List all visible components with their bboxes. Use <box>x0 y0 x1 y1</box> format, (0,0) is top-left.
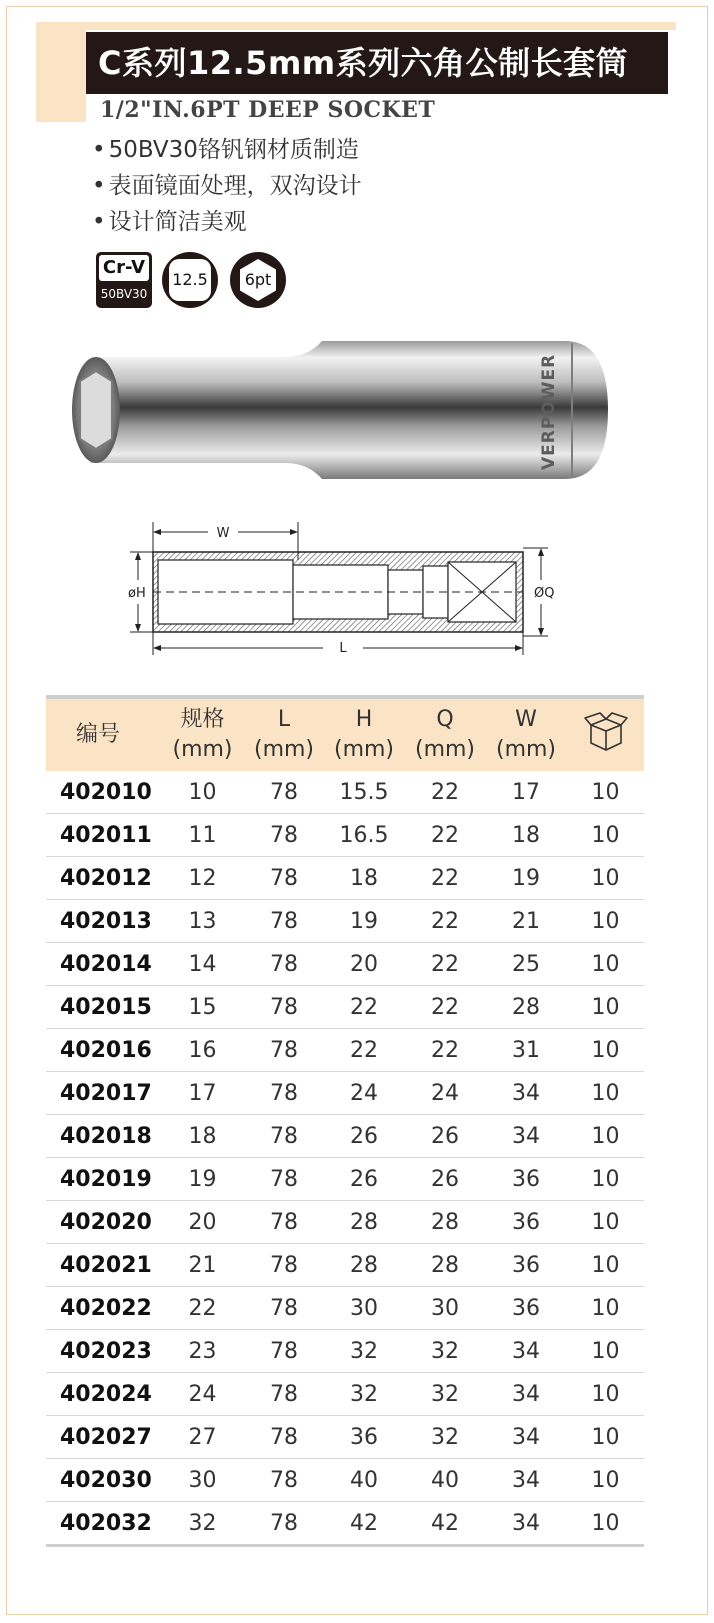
cell-l: 78 <box>245 1072 323 1115</box>
top-accent-bar <box>86 22 676 30</box>
cell-code: 402012 <box>46 857 160 900</box>
table-row <box>46 1072 644 1115</box>
cell-l: 78 <box>245 1502 323 1546</box>
cell-size: 11 <box>160 814 245 857</box>
cell-w: 34 <box>485 1416 567 1459</box>
col-header-code: 编号 <box>46 697 160 771</box>
cell-w: 34 <box>485 1330 567 1373</box>
feature-item: • 表面镜面处理，双沟设计 <box>92 168 362 204</box>
cell-w: 34 <box>485 1502 567 1546</box>
cell-box-qty: 10 <box>567 900 644 943</box>
cell-code: 402023 <box>46 1330 160 1373</box>
cell-l: 78 <box>245 1287 323 1330</box>
cell-code: 402010 <box>46 771 160 814</box>
col-header-q: Q (mm) <box>405 697 485 771</box>
cell-size: 12 <box>160 857 245 900</box>
table-header-row <box>46 697 644 771</box>
table-row <box>46 1502 644 1546</box>
table-row <box>46 1029 644 1072</box>
cell-q: 22 <box>405 771 485 814</box>
drive-size-label: 12.5 <box>169 259 211 301</box>
corner-accent <box>36 22 86 122</box>
cell-q: 26 <box>405 1158 485 1201</box>
cell-q: 24 <box>405 1072 485 1115</box>
cell-h: 19 <box>323 900 405 943</box>
cell-size: 17 <box>160 1072 245 1115</box>
table-row <box>46 900 644 943</box>
dimension-drawing <box>128 520 568 660</box>
cell-code: 402030 <box>46 1459 160 1502</box>
cell-q: 40 <box>405 1459 485 1502</box>
cell-size: 24 <box>160 1373 245 1416</box>
cell-size: 19 <box>160 1158 245 1201</box>
cell-q: 22 <box>405 986 485 1029</box>
cell-l: 78 <box>245 986 323 1029</box>
cell-h: 22 <box>323 1029 405 1072</box>
feature-list <box>92 132 362 240</box>
cell-h: 36 <box>323 1416 405 1459</box>
cell-box-qty: 10 <box>567 1244 644 1287</box>
cell-box-qty: 10 <box>567 771 644 814</box>
cell-code: 402011 <box>46 814 160 857</box>
cell-q: 28 <box>405 1201 485 1244</box>
table-row <box>46 814 644 857</box>
cell-size: 14 <box>160 943 245 986</box>
cell-box-qty: 10 <box>567 943 644 986</box>
cell-size: 10 <box>160 771 245 814</box>
col-header-box <box>567 697 644 771</box>
cell-code: 402016 <box>46 1029 160 1072</box>
cell-l: 78 <box>245 1373 323 1416</box>
cell-q: 32 <box>405 1330 485 1373</box>
feature-item: • 50BV30铬钒钢材质制造 <box>92 132 362 168</box>
cell-box-qty: 10 <box>567 1029 644 1072</box>
cell-h: 20 <box>323 943 405 986</box>
cell-code: 402015 <box>46 986 160 1029</box>
cell-size: 23 <box>160 1330 245 1373</box>
table-row <box>46 986 644 1029</box>
cell-box-qty: 10 <box>567 1502 644 1546</box>
feature-item: • 设计简洁美观 <box>92 204 362 240</box>
cell-q: 42 <box>405 1502 485 1546</box>
cell-box-qty: 10 <box>567 986 644 1029</box>
cell-size: 18 <box>160 1115 245 1158</box>
cell-q: 28 <box>405 1244 485 1287</box>
cell-box-qty: 10 <box>567 1459 644 1502</box>
cell-l: 78 <box>245 814 323 857</box>
cell-box-qty: 10 <box>567 1416 644 1459</box>
cell-code: 402022 <box>46 1287 160 1330</box>
cell-code: 402032 <box>46 1502 160 1546</box>
cell-box-qty: 10 <box>567 814 644 857</box>
cell-box-qty: 10 <box>567 1373 644 1416</box>
cell-q: 22 <box>405 943 485 986</box>
cell-size: 22 <box>160 1287 245 1330</box>
cell-w: 19 <box>485 857 567 900</box>
cell-w: 36 <box>485 1201 567 1244</box>
cell-code: 402027 <box>46 1416 160 1459</box>
col-header-l: L (mm) <box>245 697 323 771</box>
dimension-h-label: øH <box>128 586 146 601</box>
cell-l: 78 <box>245 771 323 814</box>
cell-code: 402020 <box>46 1201 160 1244</box>
cell-q: 22 <box>405 1029 485 1072</box>
cell-h: 22 <box>323 986 405 1029</box>
cell-h: 32 <box>323 1330 405 1373</box>
cell-q: 32 <box>405 1373 485 1416</box>
table-row <box>46 1373 644 1416</box>
table-row <box>46 1459 644 1502</box>
cell-h: 30 <box>323 1287 405 1330</box>
cell-w: 34 <box>485 1459 567 1502</box>
cell-box-qty: 10 <box>567 1072 644 1115</box>
cell-h: 40 <box>323 1459 405 1502</box>
dimension-q-label: ØQ <box>534 586 555 601</box>
table-row <box>46 771 644 814</box>
table-row <box>46 1244 644 1287</box>
cell-l: 78 <box>245 1459 323 1502</box>
cell-w: 28 <box>485 986 567 1029</box>
cell-w: 36 <box>485 1287 567 1330</box>
cell-q: 22 <box>405 857 485 900</box>
cell-h: 16.5 <box>323 814 405 857</box>
cell-l: 78 <box>245 1201 323 1244</box>
col-header-size: 规格 (mm) <box>160 697 245 771</box>
cell-size: 13 <box>160 900 245 943</box>
cell-l: 78 <box>245 1029 323 1072</box>
dimension-l-label: L <box>339 641 347 656</box>
table-row <box>46 1330 644 1373</box>
cell-l: 78 <box>245 1330 323 1373</box>
table-row <box>46 1416 644 1459</box>
cell-l: 78 <box>245 1115 323 1158</box>
page-subtitle: 1/2"IN.6PT DEEP SOCKET <box>100 97 436 123</box>
cell-w: 25 <box>485 943 567 986</box>
box-quantity-icon <box>583 709 629 753</box>
hex-point-badge <box>230 252 286 308</box>
cell-code: 402017 <box>46 1072 160 1115</box>
cell-h: 15.5 <box>323 771 405 814</box>
cell-size: 20 <box>160 1201 245 1244</box>
cell-q: 22 <box>405 814 485 857</box>
cell-q: 26 <box>405 1115 485 1158</box>
badge-material-grade: 50BV30 <box>100 287 148 301</box>
table-row <box>46 857 644 900</box>
cell-size: 30 <box>160 1459 245 1502</box>
cell-w: 34 <box>485 1115 567 1158</box>
cell-h: 18 <box>323 857 405 900</box>
cell-code: 402014 <box>46 943 160 986</box>
cell-w: 17 <box>485 771 567 814</box>
cell-box-qty: 10 <box>567 1158 644 1201</box>
cell-box-qty: 10 <box>567 1287 644 1330</box>
cell-w: 34 <box>485 1373 567 1416</box>
drive-size-badge <box>162 252 218 308</box>
dimension-w-label: W <box>216 526 230 541</box>
cell-code: 402021 <box>46 1244 160 1287</box>
cell-code: 402013 <box>46 900 160 943</box>
cell-h: 32 <box>323 1373 405 1416</box>
cell-l: 78 <box>245 1158 323 1201</box>
page-title: C系列12.5mm系列六角公制长套筒 <box>86 32 668 94</box>
cell-h: 42 <box>323 1502 405 1546</box>
spec-table <box>46 695 644 1547</box>
cell-w: 18 <box>485 814 567 857</box>
cell-w: 21 <box>485 900 567 943</box>
cell-l: 78 <box>245 943 323 986</box>
socket-product-image <box>60 335 620 490</box>
cell-code: 402019 <box>46 1158 160 1201</box>
cell-box-qty: 10 <box>567 857 644 900</box>
table-row <box>46 1201 644 1244</box>
cell-w: 34 <box>485 1072 567 1115</box>
cell-h: 24 <box>323 1072 405 1115</box>
table-row <box>46 943 644 986</box>
table-row <box>46 1158 644 1201</box>
cell-h: 26 <box>323 1158 405 1201</box>
cell-size: 27 <box>160 1416 245 1459</box>
cell-size: 16 <box>160 1029 245 1072</box>
cell-code: 402018 <box>46 1115 160 1158</box>
cell-h: 26 <box>323 1115 405 1158</box>
point-type-label: 6pt <box>244 270 272 289</box>
cell-h: 28 <box>323 1244 405 1287</box>
cell-w: 36 <box>485 1158 567 1201</box>
cell-q: 30 <box>405 1287 485 1330</box>
table-row <box>46 1115 644 1158</box>
cell-w: 31 <box>485 1029 567 1072</box>
cell-q: 22 <box>405 900 485 943</box>
cell-box-qty: 10 <box>567 1330 644 1373</box>
cell-size: 15 <box>160 986 245 1029</box>
cell-q: 32 <box>405 1416 485 1459</box>
cell-l: 78 <box>245 900 323 943</box>
cell-l: 78 <box>245 857 323 900</box>
col-header-h: H (mm) <box>323 697 405 771</box>
cell-l: 78 <box>245 1244 323 1287</box>
cell-size: 21 <box>160 1244 245 1287</box>
cell-code: 402024 <box>46 1373 160 1416</box>
col-header-w: W (mm) <box>485 697 567 771</box>
cell-h: 28 <box>323 1201 405 1244</box>
badge-material-label: Cr-V <box>99 255 149 281</box>
cell-w: 36 <box>485 1244 567 1287</box>
cell-l: 78 <box>245 1416 323 1459</box>
brand-engraving: VERPOWER <box>539 353 559 470</box>
cell-box-qty: 10 <box>567 1115 644 1158</box>
table-row <box>46 1287 644 1330</box>
cell-size: 32 <box>160 1502 245 1546</box>
cell-box-qty: 10 <box>567 1201 644 1244</box>
crv-material-badge <box>96 252 152 308</box>
